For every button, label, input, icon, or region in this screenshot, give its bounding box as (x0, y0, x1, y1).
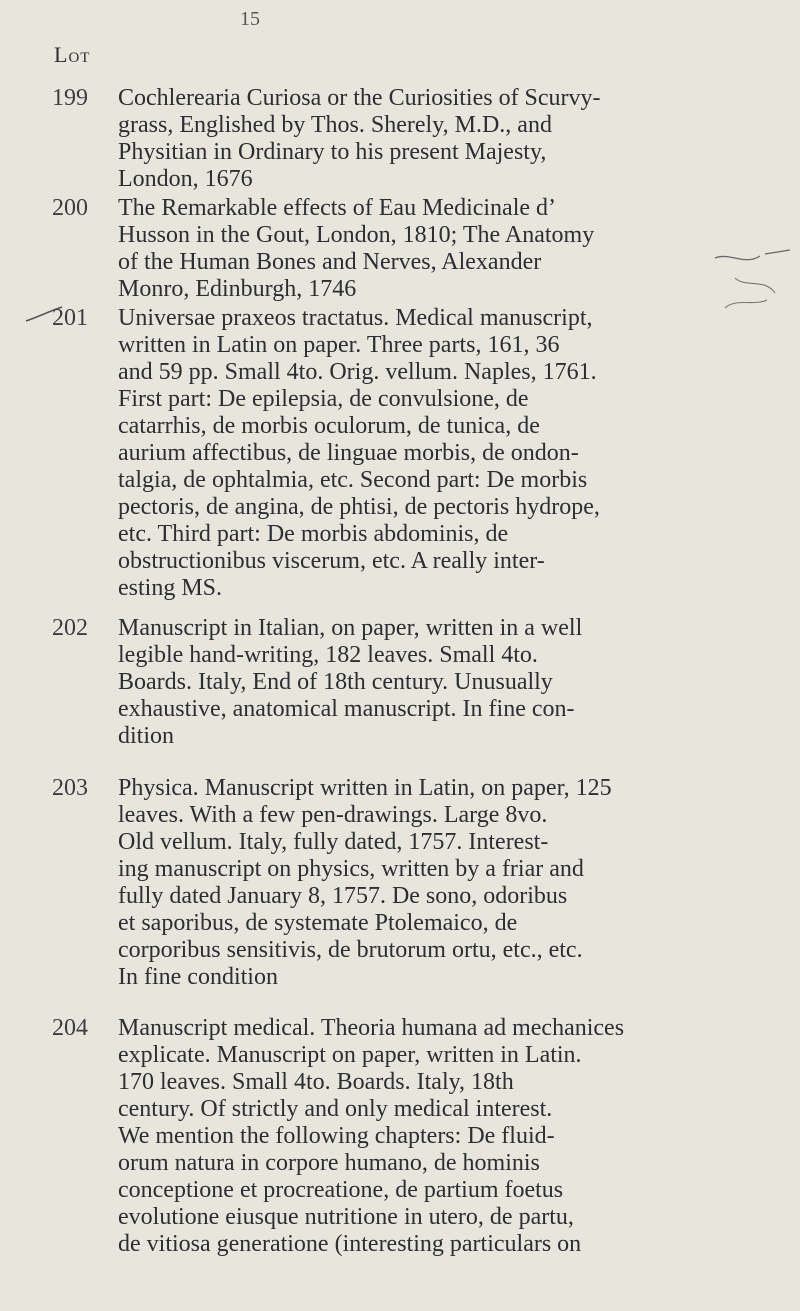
description-line: We mention the following chapters: De fluid- (118, 1123, 555, 1149)
description-line: ing manuscript on physics, written by a friar and (118, 856, 584, 882)
description-line: conceptione et procreatione, de partium foetus (118, 1177, 564, 1203)
lot-description (118, 85, 718, 193)
description-line: The Remarkable effects of Eau Medicinale d’ (118, 195, 557, 221)
description-line: In fine condition (118, 964, 278, 990)
lot-number: 202 (52, 615, 88, 641)
lot-description (118, 305, 718, 602)
lot-description (118, 615, 718, 750)
description-line: exhaustive, anatomical manuscript. In fine con- (118, 696, 575, 722)
description-line: de vitiosa generatione (interesting particulars on (118, 1231, 582, 1257)
description-line: catarrhis, de morbis oculorum, de tunica, de (118, 413, 540, 439)
description-line: Old vellum. Italy, fully dated, 1757. Interest- (118, 829, 549, 855)
description-line: aurium affectibus, de linguae morbis, de ondon- (118, 440, 579, 466)
description-line: talgia, de ophtalmia, etc. Second part: De morbis (118, 467, 588, 493)
description-line: of the Human Bones and Nerves, Alexander (118, 249, 542, 275)
description-line: written in Latin on paper. Three parts, 161, 36 (118, 332, 560, 358)
lot-description (118, 775, 718, 991)
lot-number: 203 (52, 775, 88, 801)
description-line: London, 1676 (118, 166, 253, 192)
description-line: grass, Englished by Thos. Sherely, M.D., and (118, 112, 552, 138)
description-line: Cochlerearia Curiosa or the Curiosities of Scurvy- (118, 85, 601, 111)
description-line: explicate. Manuscript on paper, written in Latin. (118, 1042, 582, 1068)
description-line: Universae praxeos tractatus. Medical manuscript, (118, 305, 593, 331)
handwritten-margin-annotation (705, 248, 800, 368)
lot-number: 200 (52, 195, 88, 221)
description-line: dition (118, 723, 175, 749)
lot-description (118, 1015, 718, 1258)
description-line: etc. Third part: De morbis abdominis, de (118, 521, 509, 547)
lot-number: 204 (52, 1015, 88, 1041)
description-line: Manuscript in Italian, on paper, written in a well (118, 615, 583, 641)
description-line: leaves. With a few pen-drawings. Large 8vo. (118, 802, 548, 828)
lot-description (118, 195, 718, 303)
lot-column-header: Lot (54, 42, 91, 67)
description-line: First part: De epilepsia, de convulsione, de (118, 386, 529, 412)
description-line: Boards. Italy, End of 18th century. Unusually (118, 669, 553, 695)
description-line: et saporibus, de systemate Ptolemaico, de (118, 910, 518, 936)
description-line: and 59 pp. Small 4to. Orig. vellum. Naples, 1761. (118, 359, 597, 385)
lot-number: 199 (52, 85, 88, 111)
description-line: orum natura in corpore humano, de hominis (118, 1150, 540, 1176)
description-line: Physitian in Ordinary to his present Majesty, (118, 139, 547, 165)
description-line: esting MS. (118, 575, 223, 601)
description-line: Monro, Edinburgh, 1746 (118, 276, 357, 302)
description-line: corporibus sensitivis, de brutorum ortu, etc., etc. (118, 937, 583, 963)
lot-number: 201 (52, 305, 88, 331)
description-line: Manuscript medical. Theoria humana ad mechanices (118, 1015, 625, 1041)
page-number: 15 (240, 8, 260, 30)
description-line: fully dated January 8, 1757. De sono, odoribus (118, 883, 568, 909)
description-line: legible hand-writing, 182 leaves. Small 4to. (118, 642, 538, 668)
description-line: 170 leaves. Small 4to. Boards. Italy, 18th (118, 1069, 514, 1095)
description-line: Physica. Manuscript written in Latin, on paper, 125 (118, 775, 612, 801)
description-line: century. Of strictly and only medical interest. (118, 1096, 553, 1122)
description-line: pectoris, de angina, de phtisi, de pectoris hydrope, (118, 494, 600, 520)
description-line: obstructionibus viscerum, etc. A really inter- (118, 548, 545, 574)
description-line: Husson in the Gout, London, 1810; The Anatomy (118, 222, 595, 248)
description-line: evolutione eiusque nutritione in utero, de partu, (118, 1204, 574, 1230)
